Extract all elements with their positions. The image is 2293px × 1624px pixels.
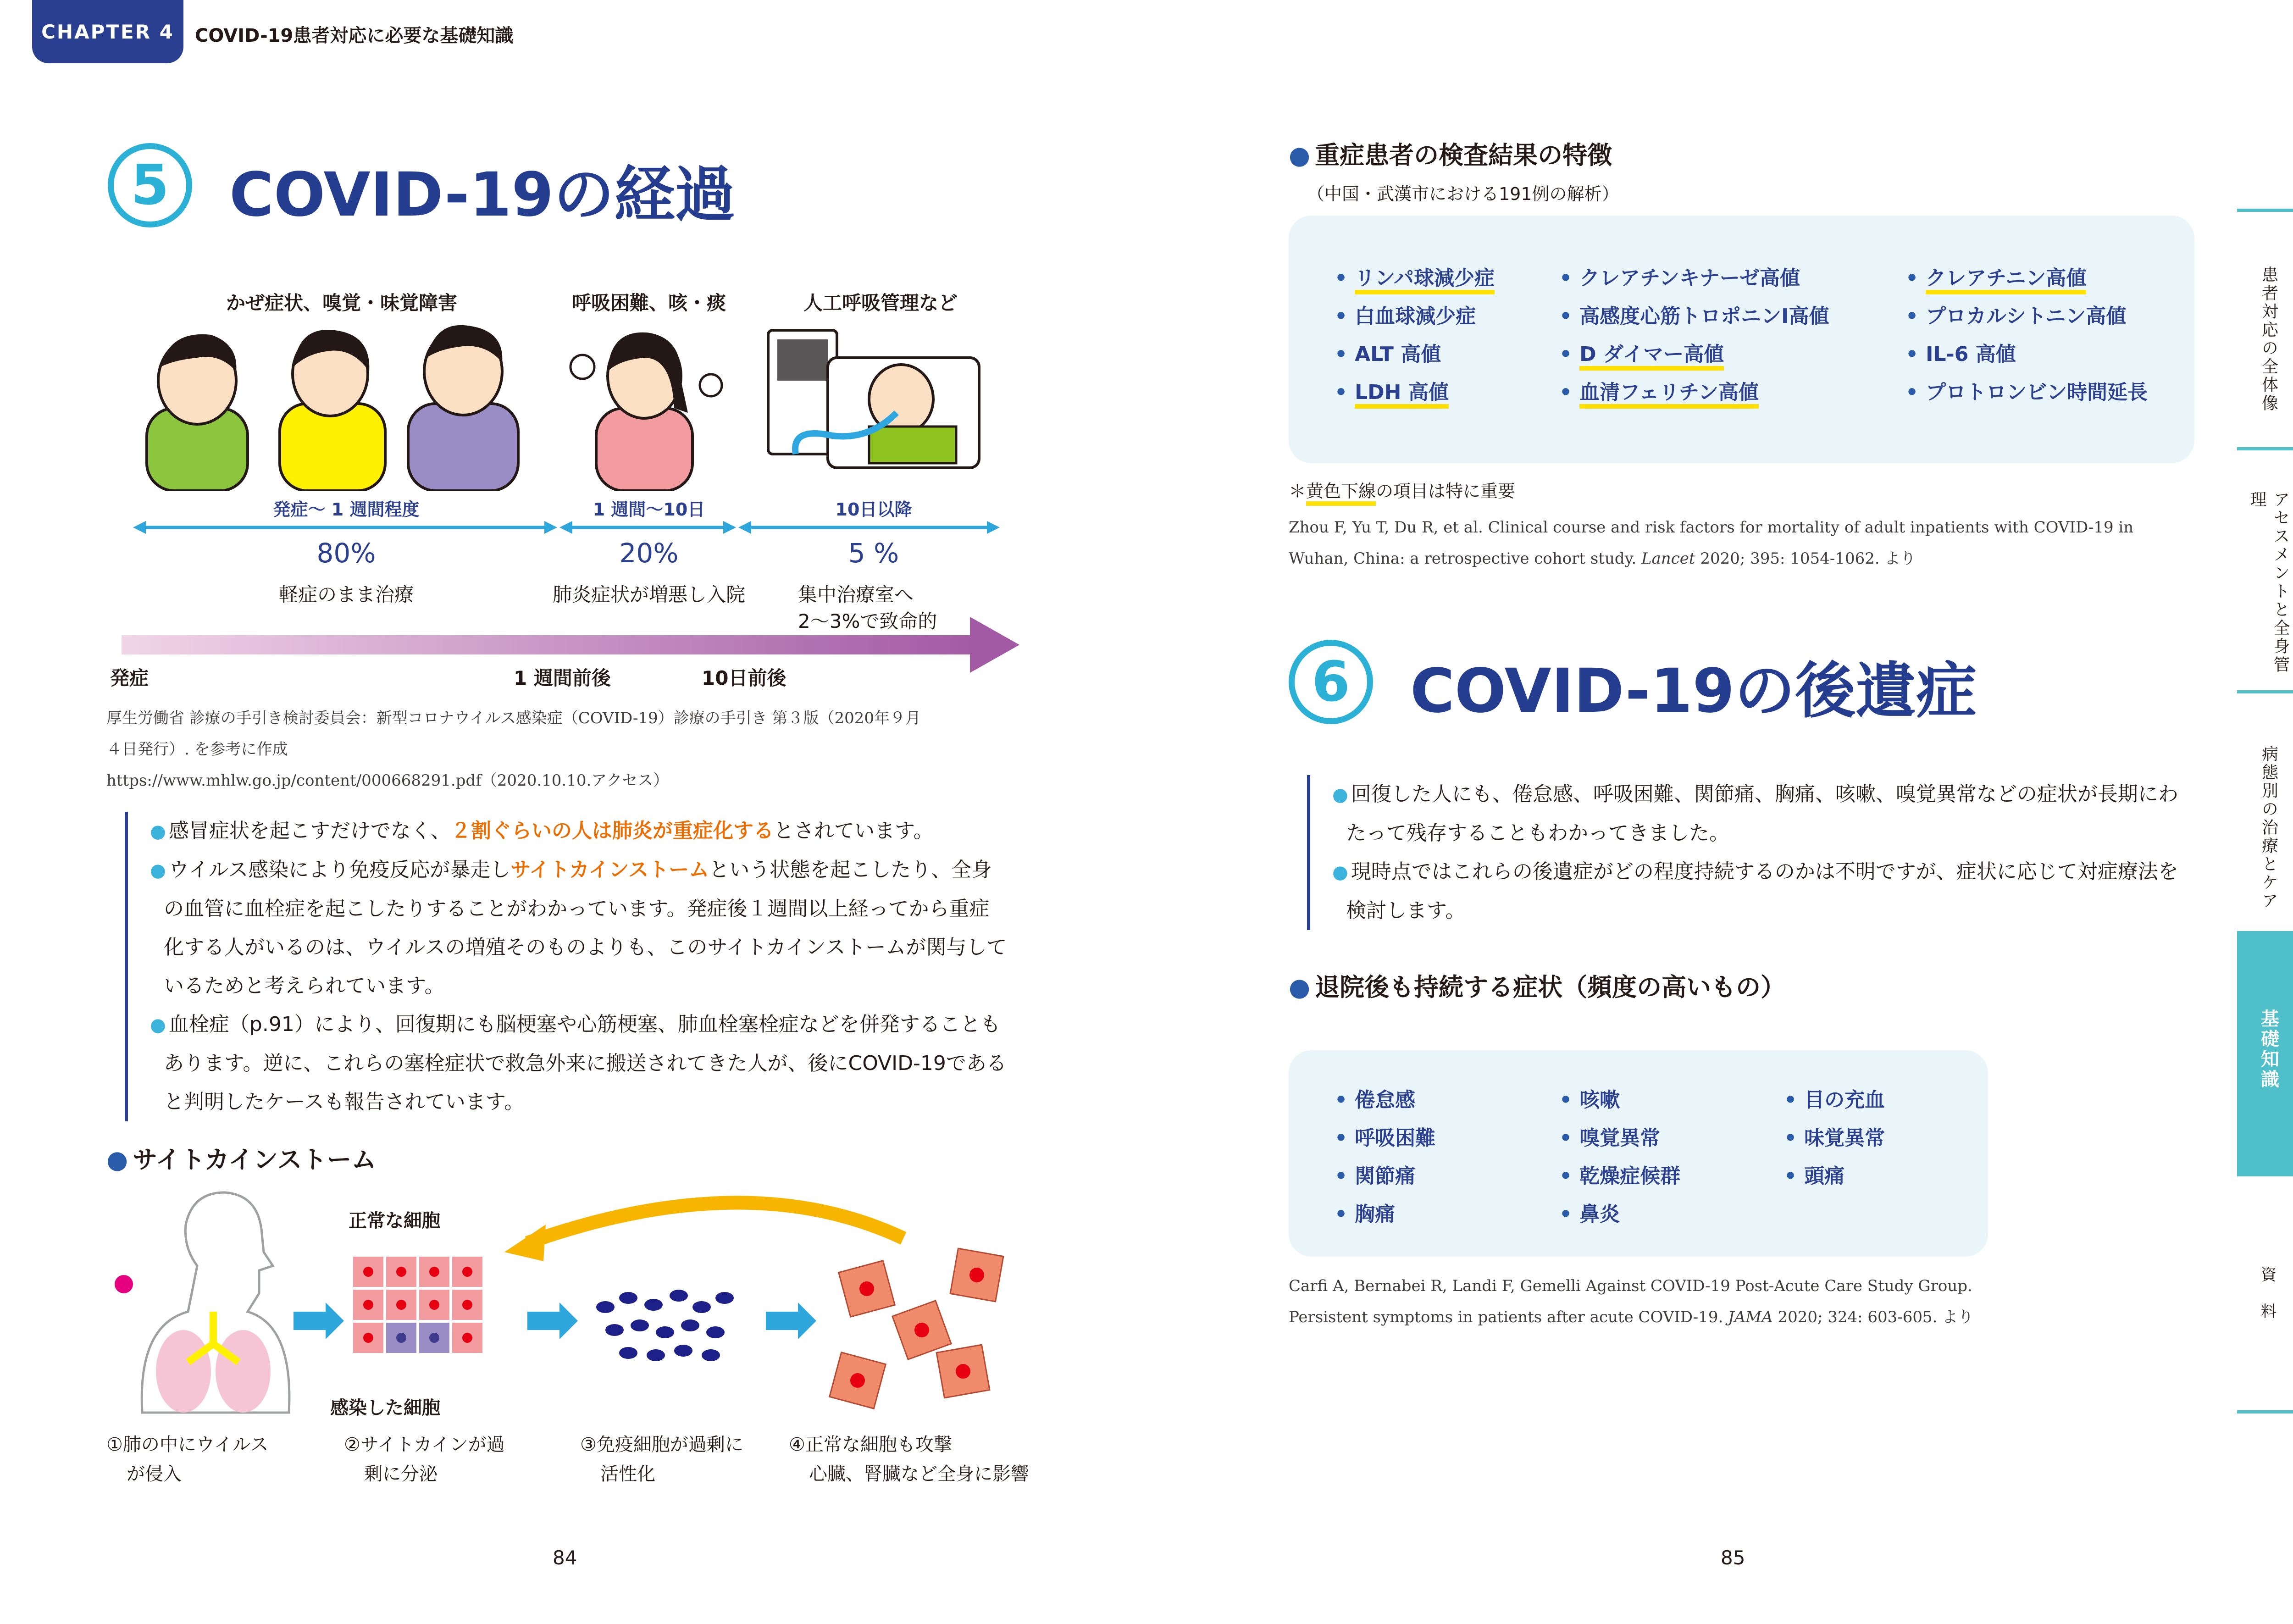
reference-zhou: Zhou F, Yu T, Du R, et al. Clinical course and risk factors for mortality of adult inpatients with COVID-19 in Wuhan, China: a retrospective cohort study. Lancet 2020; 395: 1054-1062. より — [1289, 518, 2134, 568]
storm-caption-2: ②サイトカインが過 剰に分泌 — [344, 1434, 505, 1485]
percent-3: 5 % — [848, 538, 899, 569]
symptoms-col-2: • 咳嗽 • 嗅覚異常 • 乾燥症候群 • 鼻炎 — [1559, 1088, 1681, 1226]
bullet-item: ● 感冒症状を起こすだけでなく、２割ぐらいの人は肺炎が重症化するとされています。 — [150, 819, 934, 842]
stage-label-2: 呼吸困難、咳・痰 — [571, 292, 726, 314]
persistent-symptoms-heading: ● 退院後も持続する症状（頻度の高いもの） — [1289, 973, 1786, 1002]
tab-appendix[interactable]: 資 料 — [2261, 1266, 2276, 1321]
storm-caption-4: ④正常な細胞も攻撃 心臓、腎臓など全身に影響 — [789, 1434, 1029, 1485]
tab-treatment[interactable]: 病態別の治療とケア — [2259, 745, 2278, 910]
breathing-difficulty-illustration — [564, 321, 729, 491]
outcome-1: 軽症のまま治療 — [278, 583, 414, 606]
covid-course-bullets — [125, 812, 1009, 1121]
period-arrows — [133, 518, 1000, 537]
timeline-10days: 10日前後 — [702, 667, 786, 689]
infected-cell-label: 感染した細胞 — [330, 1397, 440, 1419]
storm-caption-1: ①肺の中にウイルス が侵入 — [106, 1434, 269, 1485]
section-title-5: COVID-19の経過 — [229, 160, 736, 230]
outcome-3b: 2〜3%で致命的 — [798, 610, 937, 632]
timeline-onset: 発症 — [110, 667, 149, 689]
normal-cell-label: 正常な細胞 — [349, 1210, 440, 1231]
percent-2: 20% — [619, 538, 679, 569]
symptoms-col-1: • 倦怠感 • 呼吸困難 • 関節痛 • 胸痛 — [1335, 1088, 1436, 1226]
chapter-title: COVID-19患者対応に必要な基礎知識 — [195, 25, 514, 46]
stage-label-1: かぜ症状、嗅覚・味覚障害 — [226, 292, 457, 314]
cytokine-storm-heading: ● サイトカインストーム — [106, 1145, 377, 1174]
page-number-left: 84 — [553, 1546, 577, 1569]
severe-findings-heading: ● 重症患者の検査結果の特徴 — [1289, 141, 1612, 170]
tab-divider — [2237, 690, 2293, 693]
severe-col-1: • リンパ球減少症 • 白血球減少症 • ALT 高値 • LDH 高値 — [1335, 261, 1495, 414]
tab-basic-knowledge-active[interactable]: 基礎知識 — [2237, 931, 2293, 1176]
ventilator-illustration — [764, 321, 984, 491]
mild-symptoms-illustration — [142, 316, 523, 491]
storm-caption-3: ③免疫細胞が過剰に 活性化 — [580, 1434, 743, 1485]
tab-divider — [2237, 209, 2293, 212]
tab-overview[interactable]: 患者対応の全体像 — [2259, 266, 2278, 413]
cytokine-storm-diagram — [105, 1174, 1032, 1417]
severe-findings-subtitle: （中国・武漢市における191例の解析） — [1307, 184, 1619, 204]
page-number-right: 85 — [1721, 1546, 1745, 1569]
reference-mhlw: 厚生労働省 診療の手引き検討委員会：新型コロナウイルス感染症（COVID-19）診療の手引き 第３版（2020年９月 ４日発行）. を参考に作成 https://www.mhlw.go.jp/content/000668291.pdf（2020.10.10.アクセス） — [106, 709, 921, 790]
symptoms-col-3: • 目の充血 • 味覚異常 • 頭痛 — [1784, 1088, 1885, 1188]
section-title-6: COVID-19の後遺症 — [1410, 656, 1977, 726]
outcome-2: 肺炎症状が増悪し入院 — [552, 583, 745, 606]
period-label-3: 10日以降 — [835, 499, 912, 520]
tab-divider — [2237, 1410, 2293, 1413]
period-label-2: 1 週間〜10日 — [593, 499, 705, 520]
bullet-item: ● 血栓症（p.91）により、回復期にも脳梗塞や心筋梗塞、肺血栓塞栓症などを併発することもあります。逆に、これらの塞栓症状で救急外来に搬送されてきた人が、後にCOVID-19であると判明したケースも報告されています。 — [150, 1013, 1007, 1114]
chapter-badge: CHAPTER 4 — [32, 0, 183, 63]
bullet-item: ● 回復した人にも、倦怠感、呼吸困難、関節痛、胸痛、咳嗽、嗅覚異常などの症状が長期にわたって残存することもわかってきました。 — [1332, 782, 2178, 845]
sequelae-bullets — [1307, 775, 2192, 930]
tab-assessment[interactable]: アセスメントと全身管理 — [2248, 491, 2290, 674]
stage-label-3: 人工呼吸管理など — [803, 292, 958, 314]
severe-col-3: • クレアチニン高値 • プロカルシトニン高値 • IL-6 高値 • プロトロンビン時間延長 — [1905, 266, 2148, 404]
section-number-6: 6 — [1289, 640, 1373, 724]
severe-col-2: • クレアチンキナーゼ高値 • 高感度心筋トロポニンⅠ高値 • D ダイマー高値 • 血清フェリチン高値 — [1559, 261, 1829, 414]
bullet-item: ● ウイルス感染により免疫反応が暴走しサイトカインストームという状態を起こしたり、全身の血管に血栓症を起こしたりすることがわかっています。発症後１週間以上経ってから重症化する人がいるのは、ウイルスの増殖そのものよりも、このサイトカインストームが関与しているためと考えられています。 — [150, 858, 1007, 998]
timeline-week: 1 週間前後 — [514, 667, 611, 689]
section-number-5: 5 — [108, 143, 192, 227]
tab-divider — [2237, 447, 2293, 450]
highlight-note: ＊黄色下線の項目は特に重要 — [1289, 477, 1515, 502]
period-label-1: 発症〜 1 週間程度 — [273, 499, 420, 520]
outcome-3a: 集中治療室へ — [798, 583, 914, 606]
reference-carfi: Carfi A, Bernabei R, Landi F, Gemelli Against COVID-19 Post-Acute Care Study Group. Persistent symptoms in patients after acute COVID-19. JAMA 2020; 324: 603-605. より — [1289, 1277, 1974, 1326]
bullet-item: ● 現時点ではこれらの後遺症がどの程度持続するのかは不明ですが、症状に応じて対症療法を検討します。 — [1332, 860, 2178, 922]
percent-1: 80% — [316, 538, 376, 569]
